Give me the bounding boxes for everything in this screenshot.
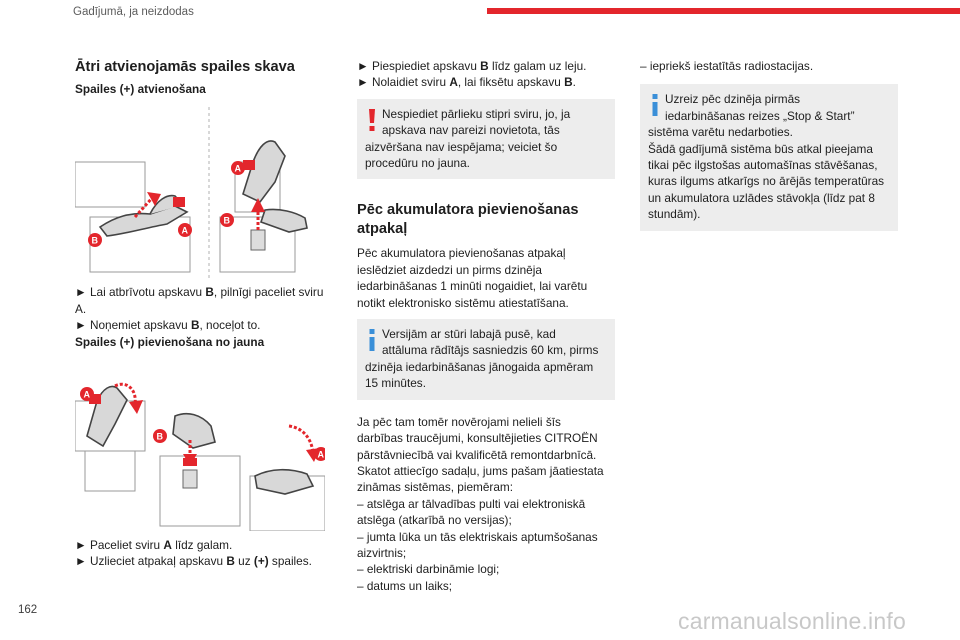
label-b-2: B xyxy=(223,215,230,226)
label-b-3: B xyxy=(156,431,163,442)
column-3 xyxy=(640,58,898,231)
label-a-4: A xyxy=(317,449,324,460)
label-a-1: A xyxy=(181,225,188,236)
label-a-2: A xyxy=(234,163,241,174)
step-press-clamp: ► Piespiediet apskavu B līdz galam uz leju. xyxy=(357,59,587,73)
steps-disconnect: ► Lai atbrīvotu apskavu B, pilnīgi paceliet sviru A. ► Noņemiet apskavu B, noceļot to. xyxy=(75,285,324,333)
clamp-disconnect-illustration xyxy=(75,102,325,280)
section-heading-after-reconnect: Pēc akumulatora pievienošanas atpakaļ xyxy=(357,202,579,238)
warning-box: Nespiediet pārlieku stipri sviru, jo, ja apskava nav pareizi novietota, tās aizvēršana nav iespējama; veiciet šo procedūru no jauna. xyxy=(357,99,615,180)
column-1 xyxy=(75,58,333,570)
info-box-stop-start: Uzreiz pēc dzinēja pirmās iedarbināšanas reizes „Stop & Start” sistēma varētu nedarboties. Šādā gadījumā sistēma būs atkal pieejama tikai pēc ilgstošas automašīnas stāvēšanas, kuras ilgums atkarīgs no ārējās temperatūras un akumulatora uzlādes stāvokļa (līdz pat 8 stundām). xyxy=(640,84,898,230)
column-2 xyxy=(357,58,615,594)
list-item-radio-presets: – iepriekš iestatītās radiostacijas. xyxy=(640,59,814,73)
clamp-reconnect-illustration xyxy=(75,356,325,531)
figure-reconnect xyxy=(75,356,325,531)
paragraph-reset: Pēc akumulatora pievienošanas atpakaļ ieslēdziet aizdedzi un pirms dzinēja iedarbināšanas 1 minūti nogaidiet, lai varētu notikt elektronisko sistēmu atiestatīšana. xyxy=(357,246,588,310)
info-icon xyxy=(649,93,661,117)
warning-exclamation-icon xyxy=(366,108,378,132)
section-heading-quick-clamp: Ātri atvienojamās spailes skava xyxy=(75,59,295,75)
subheading-reconnect: Spailes (+) pievienošana no jauna xyxy=(75,334,265,349)
steps-reconnect: ► Paceliet sviru A līdz galam. ► Uzlieciet atpakaļ apskavu B uz (+) spailes. xyxy=(75,538,312,569)
info-icon xyxy=(366,328,378,352)
label-b-1: B xyxy=(91,235,98,246)
header-title: Gadījumā, ja neizdodas xyxy=(73,6,194,18)
step-lower-lever: ► Nolaidiet sviru A, lai fiksētu apskavu B. xyxy=(357,75,576,90)
page-number: 162 xyxy=(18,604,38,616)
subheading-disconnect: Spailes (+) atvienošana xyxy=(75,82,206,96)
figure-disconnect xyxy=(75,102,325,280)
paragraph-reset-systems: Ja pēc tam tomēr novērojami nelieli šīs darbības traucējumi, konsultējieties CITROËN pārstāvniecībā vai kvalificētā remontdarbnīcā. Skatot attiecīgo sadaļu, jums pašam jāatiestata zināmas sistēmas, piemēram: – atslēga ar tālvadības pulti vai elektroniskā atslēga (atkarībā no versijas); – jumta lūka un tās elektriskais aptumšošanas aizvirtnis; – elektriski darbināmie logi; – datums un laiks; xyxy=(357,414,604,593)
watermark: carmanualsonline.info xyxy=(678,608,906,634)
info-box-rhd: Versijām ar stūri labajā pusē, kad attāluma rādītājs sasniedzis 60 km, pirms dzinēja iedarbināšanas jānogaida apmēram 15 minūtes. xyxy=(357,319,615,400)
label-a-3: A xyxy=(83,389,90,400)
header-accent-bar xyxy=(487,8,960,14)
